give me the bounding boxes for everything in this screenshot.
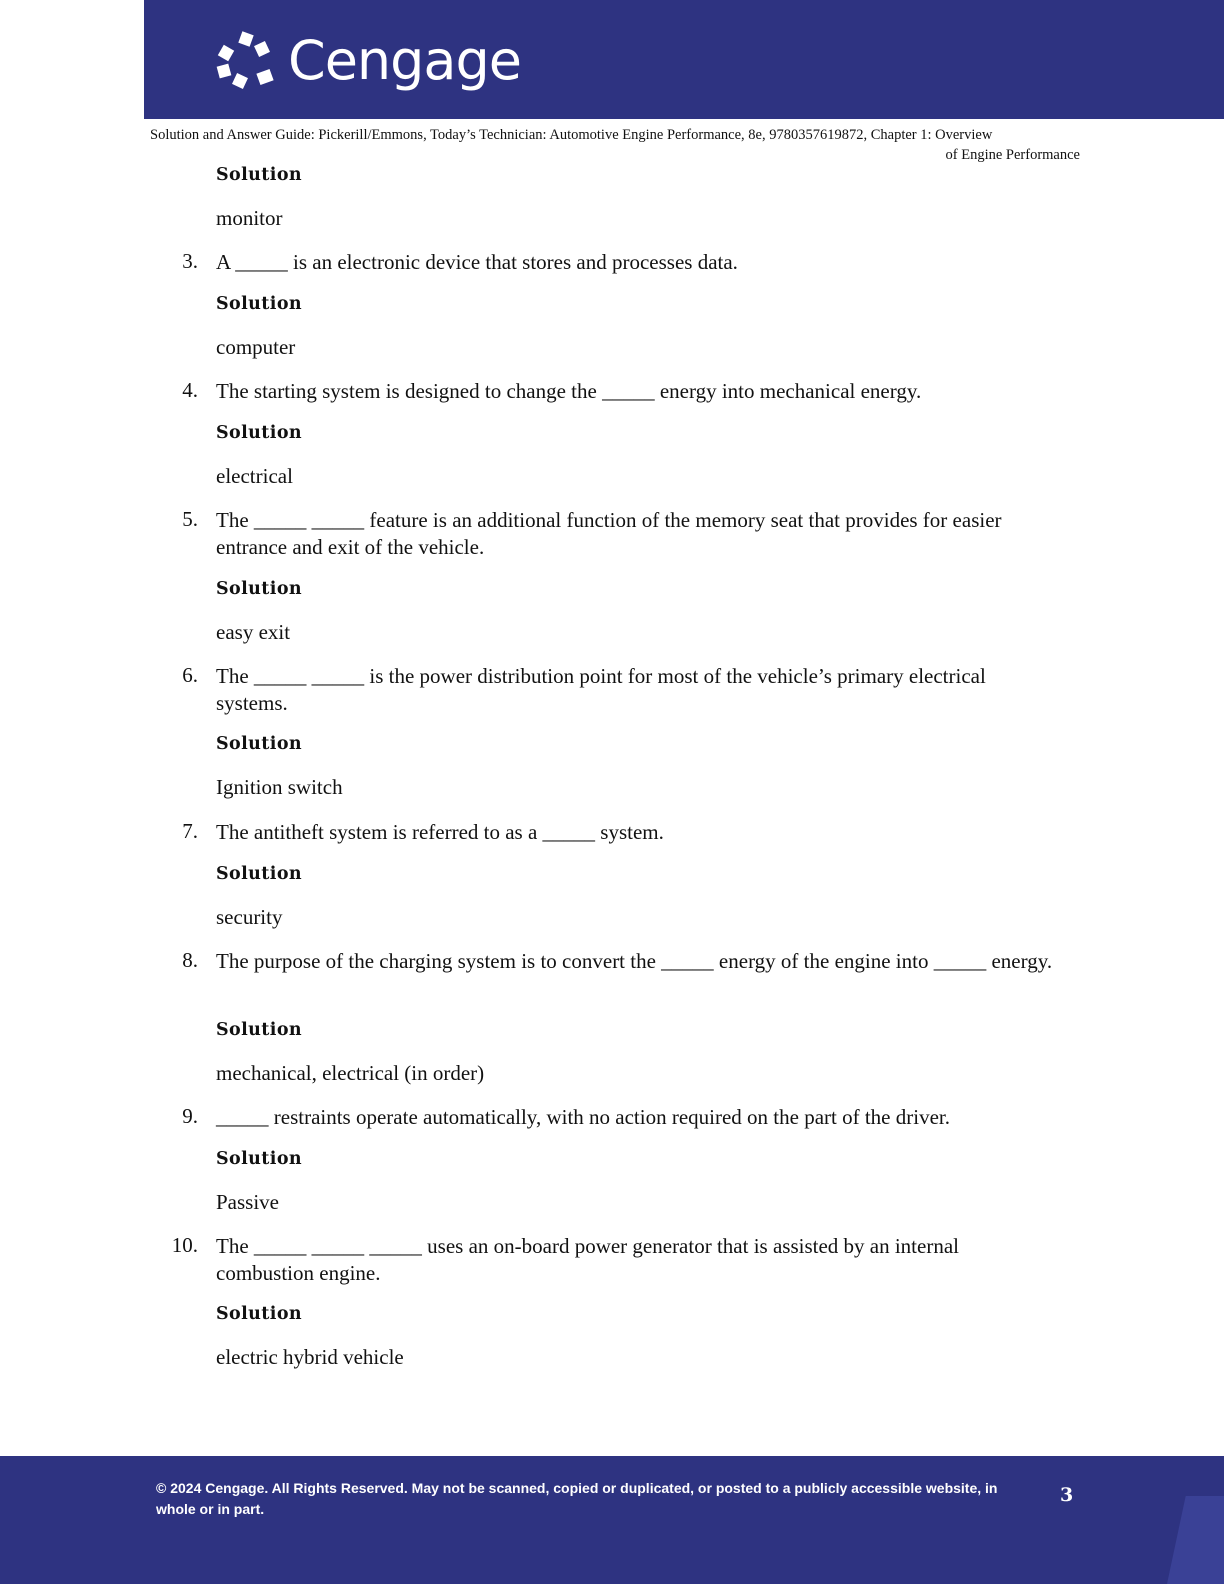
footer-banner (0, 1456, 1224, 1584)
solution-answer: electric hybrid vehicle (216, 1345, 404, 1369)
solution-answer: Ignition switch (216, 775, 343, 799)
question-text: The starting system is designed to change the _____ energy into mechanical energy. (216, 379, 922, 403)
solution-heading: Solution (216, 165, 303, 185)
solution-heading: Solution (216, 423, 303, 443)
running-head-line-1: Solution and Answer Guide: Pickerill/Emmons, Today’s Technician: Automotive Engine Performance, 8e, 9780357619872, Chapter 1: Overview (150, 127, 993, 143)
solution-answer: easy exit (216, 620, 291, 644)
page-number: 3 (1060, 1484, 1074, 1506)
solution-answer: computer (216, 335, 296, 359)
solution-answer: electrical (216, 464, 293, 488)
question-text: The _____ _____ is the power distribution point for most of the vehicle’s primary electrical systems. (216, 664, 986, 715)
footer-decoration (1162, 1496, 1224, 1584)
question-text: A _____ is an electronic device that stores and processes data. (216, 250, 738, 274)
question-text: The _____ _____ _____ uses an on-board power generator that is assisted by an internal combustion engine. (216, 1234, 959, 1285)
solution-answer: Passive (216, 1190, 279, 1214)
solution-heading: Solution (216, 864, 303, 884)
solution-heading: Solution (216, 1304, 303, 1324)
brand-name: Cengage (288, 29, 522, 92)
question-text: The purpose of the charging system is to convert the _____ energy of the engine into _____ energy. (216, 949, 1053, 973)
question-number: 7. (182, 819, 198, 843)
solution-heading: Solution (216, 734, 303, 754)
question-text: The _____ _____ feature is an additional function of the memory seat that provides for easier entrance and exit of the vehicle. (216, 508, 1002, 559)
solution-heading: Solution (216, 1149, 303, 1169)
question-number: 10. (171, 1233, 198, 1257)
solution-answer: monitor (216, 206, 283, 230)
solution-answer: security (216, 905, 283, 929)
question-number: 3. (182, 249, 198, 273)
question-text: _____ restraints operate automatically, with no action required on the part of the driver. (216, 1105, 950, 1129)
copyright-notice: © 2024 Cengage. All Rights Reserved. May not be scanned, copied or duplicated, or posted to a publicly accessible website, in whole or in part. (156, 1480, 998, 1517)
question-number: 8. (182, 948, 198, 972)
question-number: 9. (182, 1104, 198, 1128)
running-head-line-2: of Engine Performance (945, 147, 1080, 163)
solution-heading: Solution (216, 579, 303, 599)
question-number: 5. (182, 507, 198, 531)
solution-heading: Solution (216, 294, 303, 314)
solution-heading: Solution (216, 1020, 303, 1040)
solution-answer: mechanical, electrical (in order) (216, 1061, 485, 1085)
question-number: 6. (182, 663, 198, 687)
question-number: 4. (182, 378, 198, 402)
question-text: The antitheft system is referred to as a _____ system. (216, 820, 664, 844)
